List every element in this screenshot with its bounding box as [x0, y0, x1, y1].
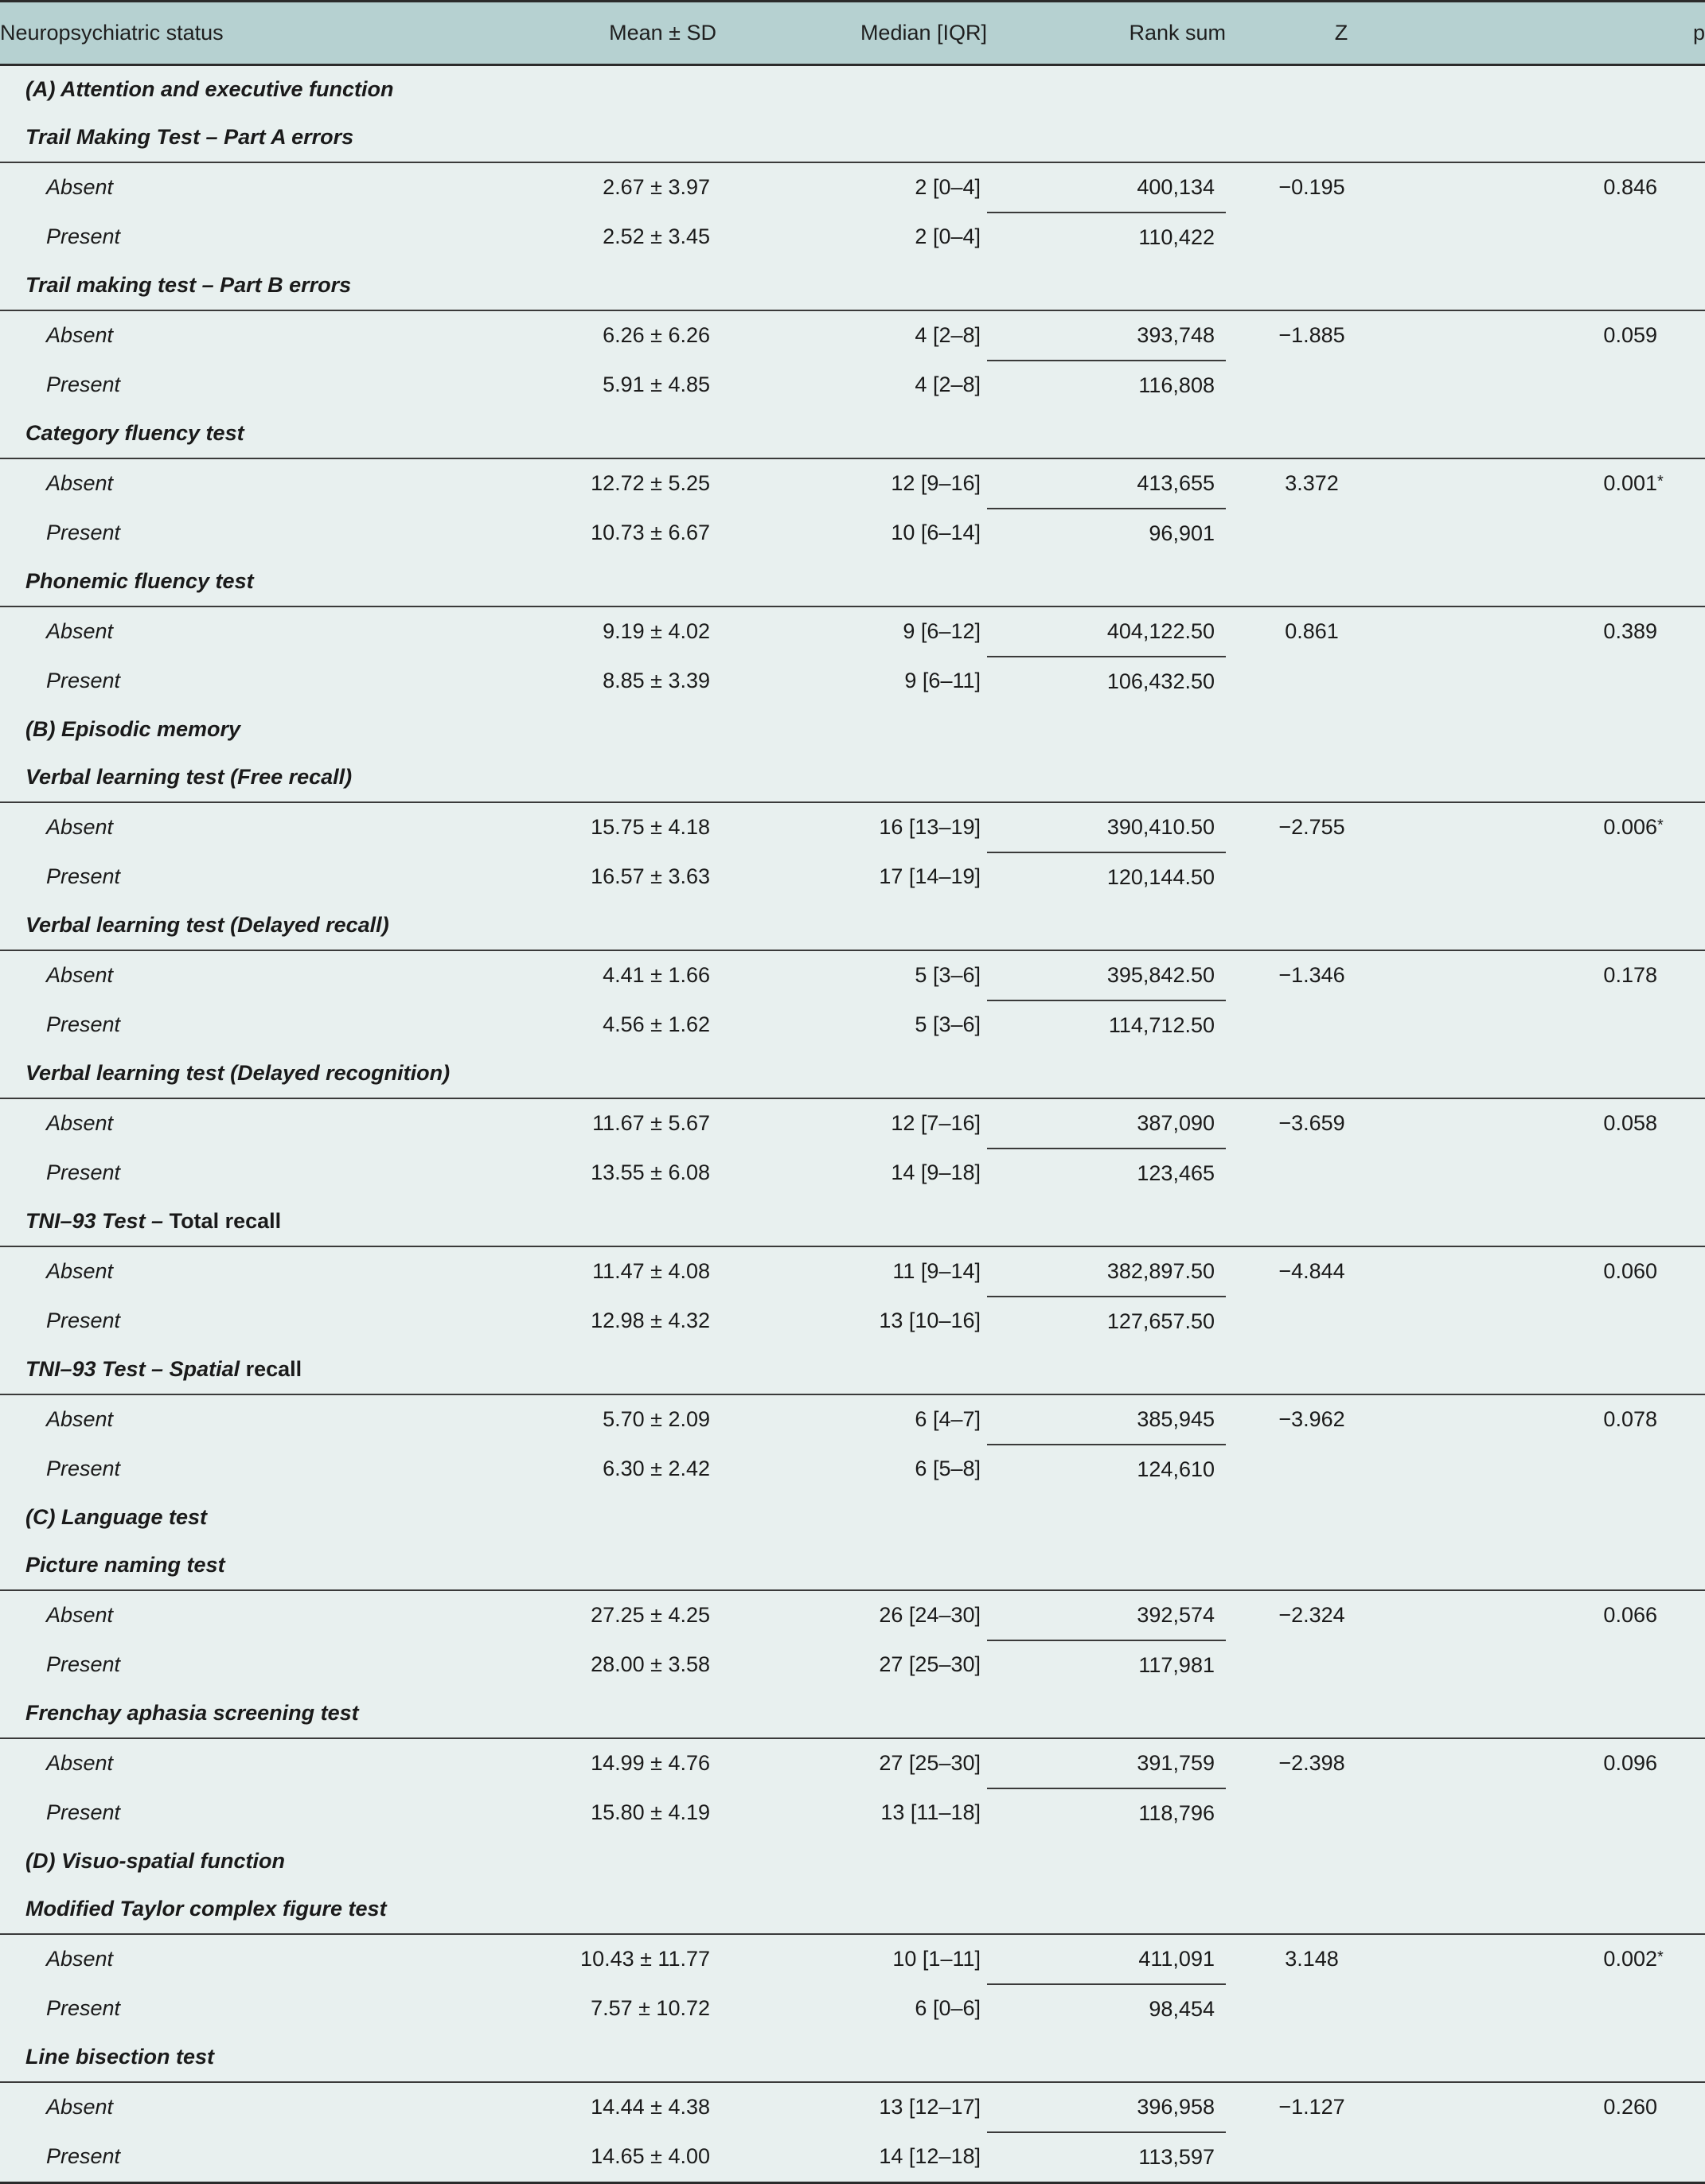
group-label: Present: [46, 1457, 121, 1481]
z-value: −3.962: [1278, 1407, 1345, 1432]
table-row-absent: [0, 2082, 1705, 2132]
z-value: −1.885: [1278, 323, 1345, 348]
rank-sum-cell: 393,748: [987, 310, 1226, 361]
group-label: Present: [46, 864, 121, 889]
table-row-present: [0, 509, 1705, 558]
test-name-text: Line bisection test: [25, 2045, 215, 2069]
median-iqr-cell: 12 [9–16]: [891, 471, 981, 496]
test-name: [0, 754, 1705, 802]
p-cell: [1457, 509, 1705, 558]
z-cell: [1226, 1394, 1457, 1445]
group-label: Present: [46, 372, 121, 397]
group-label: Absent: [46, 963, 114, 988]
rank-sum-cell: 382,897.50: [987, 1246, 1226, 1297]
section-row: [0, 706, 1705, 754]
z-cell: [1226, 1640, 1457, 1690]
rank-sum-cell: 400,134: [987, 162, 1226, 213]
p-value: 0.846: [1603, 175, 1657, 200]
test-name-text: Frenchay aphasia screening test: [25, 1701, 359, 1726]
group-label: Absent: [46, 1603, 114, 1628]
rank-sum-cell: 124,610: [1137, 1457, 1215, 1481]
p-cell: [1457, 1590, 1705, 1640]
z-value: −3.659: [1278, 1111, 1345, 1136]
mean-sd-cell: 4.41 ± 1.66: [603, 963, 710, 988]
table-row-present: [0, 1984, 1705, 2034]
mean-sd-cell: 13.55 ± 6.08: [591, 1160, 710, 1185]
z-cell: [1226, 509, 1457, 558]
test-name-text: Verbal learning test (Delayed recall): [25, 913, 389, 938]
z-cell: [1226, 1738, 1457, 1788]
rank-sum-cell: 385,945: [987, 1394, 1226, 1445]
mean-sd-cell: 14.99 ± 4.76: [591, 1751, 710, 1776]
p-cell: [1457, 2082, 1705, 2132]
test-name-row: [0, 1198, 1705, 1246]
section-row: [0, 1838, 1705, 1886]
z-cell: [1226, 361, 1457, 410]
p-cell: [1457, 1394, 1705, 1445]
group-label: Absent: [46, 1407, 114, 1432]
table-row-absent: [0, 1934, 1705, 1984]
group-label: Absent: [46, 1111, 114, 1136]
rank-sum-cell: 396,958: [987, 2082, 1226, 2132]
section-title: (B) Episodic memory: [25, 717, 241, 742]
p-value: 0.059: [1603, 323, 1657, 348]
test-name-row: [0, 1690, 1705, 1738]
table-row-present: [0, 361, 1705, 410]
z-cell: [1226, 606, 1457, 657]
test-name-row: [0, 1542, 1705, 1590]
mean-sd-cell: 10.73 ± 6.67: [591, 521, 710, 545]
significance-marker: *: [1657, 1948, 1664, 1967]
test-name: [0, 2034, 1705, 2082]
p-cell: [1457, 1149, 1705, 1198]
table-row-absent: [0, 1394, 1705, 1445]
p-cell: [1457, 213, 1705, 262]
mean-sd-cell: 7.57 ± 10.72: [591, 1996, 710, 2021]
rank-sum-cell: 118,796: [1138, 1800, 1215, 1825]
table-row-absent: [0, 1590, 1705, 1640]
median-iqr-cell: 14 [12–18]: [716, 2132, 987, 2183]
test-name: [0, 1346, 1705, 1394]
mean-sd-cell: 16.57 ± 3.63: [591, 864, 710, 889]
table-header: [0, 2, 1705, 65]
z-value: 3.148: [1285, 1947, 1339, 1971]
test-name: [0, 1690, 1705, 1738]
test-name-text: Verbal learning test (Free recall): [25, 765, 353, 790]
rank-sum-cell: 392,574: [987, 1590, 1226, 1640]
group-label: Absent: [46, 323, 114, 348]
test-name-row: [0, 558, 1705, 606]
test-name-suffix: recall: [240, 1357, 302, 1382]
p-cell: [1457, 361, 1705, 410]
table-row-present: [0, 2132, 1705, 2183]
test-name: [0, 410, 1705, 458]
group-label: Present: [46, 224, 121, 249]
column-header-z: Z: [1226, 2, 1457, 65]
rank-sum-cell: 120,144.50: [1106, 864, 1215, 889]
mean-sd-cell: 2.67 ± 3.97: [603, 175, 710, 200]
median-iqr-cell: 27 [25–30]: [879, 1751, 981, 1776]
table-row-absent: [0, 1738, 1705, 1788]
group-label: Absent: [46, 471, 114, 496]
group-label: Present: [46, 1996, 121, 2021]
table-row-absent: [0, 950, 1705, 1000]
test-name-text: Verbal learning test (Delayed recognition): [25, 1061, 451, 1086]
section-title: (A) Attention and executive function: [25, 77, 394, 102]
z-cell: [1226, 458, 1457, 509]
column-header-p: p: [1457, 2, 1705, 65]
group-label: Present: [46, 1160, 121, 1185]
table-row-absent: [0, 1246, 1705, 1297]
test-name: [0, 1886, 1705, 1934]
section-title: (D) Visuo-spatial function: [25, 1849, 285, 1874]
column-header-status: Neuropsychiatric status: [0, 2, 509, 65]
section-row: [0, 65, 1705, 115]
z-cell: [1226, 1590, 1457, 1640]
header-row: [0, 2, 1705, 65]
group-label: Absent: [46, 175, 114, 200]
rank-sum-cell: 114,712.50: [1108, 1012, 1215, 1037]
rank-sum-cell: 96,901: [1149, 521, 1215, 545]
table-row-absent: [0, 1098, 1705, 1149]
test-name-row: [0, 754, 1705, 802]
p-value: 0.178: [1603, 963, 1657, 988]
p-cell: [1457, 310, 1705, 361]
section-row: [0, 1494, 1705, 1542]
table-row-present: [0, 213, 1705, 262]
z-value: −1.346: [1278, 963, 1345, 988]
group-label: Absent: [46, 619, 114, 644]
z-value: −2.324: [1278, 1603, 1345, 1628]
table-row-absent: [0, 162, 1705, 213]
p-value: 0.006: [1603, 815, 1657, 840]
median-iqr-cell: 26 [24–30]: [879, 1603, 981, 1628]
group-label: Present: [46, 1800, 121, 1825]
p-value: 0.058: [1603, 1111, 1657, 1136]
z-cell: [1226, 1149, 1457, 1198]
median-iqr-cell: 4 [2–8]: [915, 323, 981, 348]
group-label: Absent: [46, 1751, 114, 1776]
mean-sd-cell: 12.98 ± 4.32: [591, 1308, 710, 1333]
median-iqr-cell: 6 [0–6]: [915, 1996, 981, 2021]
p-value: 0.002: [1603, 1947, 1657, 1971]
test-name: [0, 262, 1705, 310]
group-label: Present: [46, 521, 121, 545]
test-name-text: Picture naming test: [25, 1553, 225, 1578]
median-iqr-cell: 5 [3–6]: [915, 963, 981, 988]
median-iqr-cell: 13 [12–17]: [879, 2095, 981, 2120]
p-cell: [1457, 1640, 1705, 1690]
group-label: Absent: [46, 2095, 114, 2120]
z-cell: [1226, 1000, 1457, 1050]
mean-sd-cell: 14.65 ± 4.00: [509, 2132, 716, 2183]
z-value: −2.755: [1278, 815, 1345, 840]
mean-sd-cell: 5.91 ± 4.85: [603, 372, 710, 397]
p-cell: [1457, 1000, 1705, 1050]
mean-sd-cell: 8.85 ± 3.39: [603, 669, 710, 693]
column-header-rank-sum: Rank sum: [987, 2, 1226, 65]
median-iqr-cell: 14 [9–18]: [891, 1160, 981, 1185]
mean-sd-cell: 4.56 ± 1.62: [603, 1012, 710, 1037]
group-label: Present: [46, 1308, 121, 1333]
rank-sum-cell: 116,808: [1138, 372, 1215, 397]
table-row-absent: [0, 606, 1705, 657]
median-iqr-cell: 6 [4–7]: [915, 1407, 981, 1432]
median-iqr-cell: 2 [0–4]: [915, 175, 981, 200]
test-name-row: [0, 114, 1705, 162]
mean-sd-cell: 6.26 ± 6.26: [603, 323, 710, 348]
test-name-text: TNI–93 Test – Spatial: [25, 1357, 240, 1382]
p-cell: [1457, 458, 1705, 509]
p-cell: [1457, 1934, 1705, 1984]
median-iqr-cell: 10 [6–14]: [891, 521, 981, 545]
p-cell: [1457, 2132, 1705, 2183]
median-iqr-cell: 9 [6–11]: [904, 669, 981, 693]
test-name: [0, 558, 1705, 606]
test-name-row: [0, 1346, 1705, 1394]
rank-sum-cell: 106,432.50: [1106, 669, 1215, 693]
group-label: Present: [46, 669, 121, 693]
median-iqr-cell: 2 [0–4]: [915, 224, 981, 249]
mean-sd-cell: 28.00 ± 3.58: [591, 1652, 710, 1677]
mean-sd-cell: 12.72 ± 5.25: [591, 471, 710, 496]
mean-sd-cell: 15.75 ± 4.18: [591, 815, 710, 840]
z-value: −4.844: [1278, 1259, 1345, 1284]
median-iqr-cell: 27 [25–30]: [879, 1652, 981, 1677]
group-label: Present: [46, 1012, 121, 1037]
p-cell: [1457, 657, 1705, 706]
median-iqr-cell: 10 [1–11]: [892, 1947, 981, 1971]
p-cell: [1457, 162, 1705, 213]
z-cell: [1226, 1445, 1457, 1494]
p-value: 0.078: [1603, 1407, 1657, 1432]
significance-marker: *: [1657, 473, 1664, 491]
rank-sum-cell: 395,842.50: [987, 950, 1226, 1000]
z-cell: [1226, 852, 1457, 902]
p-cell: [1457, 1738, 1705, 1788]
table-row-present: [0, 852, 1705, 902]
test-name-row: [0, 1050, 1705, 1098]
group-label: Absent: [46, 1259, 114, 1284]
median-iqr-cell: 17 [14–19]: [879, 864, 981, 889]
z-value: 0.861: [1285, 619, 1339, 644]
z-cell: [1226, 2082, 1457, 2132]
test-name: [0, 1198, 1705, 1246]
test-name-row: [0, 410, 1705, 458]
test-name-row: [0, 1886, 1705, 1934]
mean-sd-cell: 9.19 ± 4.02: [603, 619, 710, 644]
z-value: −1.127: [1278, 2095, 1345, 2120]
z-cell: [1226, 1297, 1457, 1346]
z-cell: [1226, 657, 1457, 706]
test-name-row: [0, 262, 1705, 310]
median-iqr-cell: 6 [5–8]: [915, 1457, 981, 1481]
p-cell: [1457, 1445, 1705, 1494]
mean-sd-cell: 11.67 ± 5.67: [592, 1111, 710, 1136]
mean-sd-cell: 6.30 ± 2.42: [603, 1457, 710, 1481]
z-value: −0.195: [1278, 175, 1345, 200]
median-iqr-cell: 4 [2–8]: [915, 372, 981, 397]
z-value: −2.398: [1278, 1751, 1345, 1776]
median-iqr-cell: 13 [10–16]: [879, 1308, 981, 1333]
z-cell: [1226, 1246, 1457, 1297]
z-value: 3.372: [1285, 471, 1339, 496]
median-iqr-cell: 13 [11–18]: [880, 1800, 981, 1825]
table-row-present: [0, 657, 1705, 706]
test-name-suffix: Total recall: [169, 1209, 282, 1234]
p-cell: [1457, 1098, 1705, 1149]
z-cell: [1226, 162, 1457, 213]
table-row-present: [0, 1640, 1705, 1690]
p-cell: [1457, 1246, 1705, 1297]
mean-sd-cell: 11.47 ± 4.08: [592, 1259, 710, 1284]
median-iqr-cell: 5 [3–6]: [915, 1012, 981, 1037]
table-row-present: [0, 1297, 1705, 1346]
p-value: 0.060: [1603, 1259, 1657, 1284]
test-name-text: Trail making test – Part B errors: [25, 273, 352, 298]
table-body: [0, 65, 1705, 2183]
mean-sd-cell: 10.43 ± 11.77: [580, 1947, 710, 1971]
p-value: 0.260: [1603, 2095, 1657, 2120]
p-cell: [1457, 852, 1705, 902]
group-label: Present: [46, 1652, 121, 1677]
z-cell: [1226, 310, 1457, 361]
table-row-present: [0, 1149, 1705, 1198]
p-cell: [1457, 950, 1705, 1000]
z-cell: [1226, 1934, 1457, 1984]
z-cell: [1226, 1098, 1457, 1149]
mean-sd-cell: 27.25 ± 4.25: [591, 1603, 710, 1628]
p-value: 0.389: [1603, 619, 1657, 644]
p-value: 0.066: [1603, 1603, 1657, 1628]
test-name-row: [0, 2034, 1705, 2082]
p-cell: [1457, 1788, 1705, 1838]
rank-sum-cell: 404,122.50: [987, 606, 1226, 657]
test-name: [0, 1050, 1705, 1098]
p-cell: [1457, 1297, 1705, 1346]
median-iqr-cell: 16 [13–19]: [879, 815, 981, 840]
rank-sum-cell: 110,422: [1138, 224, 1215, 249]
section-title: (C) Language test: [25, 1505, 208, 1530]
z-cell: [1226, 2132, 1457, 2183]
table-row-present: [0, 1000, 1705, 1050]
rank-sum-cell: 117,981: [1138, 1652, 1215, 1677]
rank-sum-cell: 387,090: [987, 1098, 1226, 1149]
test-name-row: [0, 902, 1705, 950]
rank-sum-cell: 411,091: [987, 1934, 1226, 1984]
p-value: 0.001: [1603, 471, 1657, 496]
test-name-text: Category fluency test: [25, 421, 244, 446]
column-header-median-iqr: Median [IQR]: [716, 2, 987, 65]
table-row-present: [0, 1445, 1705, 1494]
significance-marker: *: [1657, 817, 1664, 835]
p-cell: [1457, 802, 1705, 852]
table-row-absent: [0, 802, 1705, 852]
median-iqr-cell: 12 [7–16]: [891, 1111, 981, 1136]
group-label: Absent: [46, 815, 114, 840]
test-name: [0, 902, 1705, 950]
p-cell: [1457, 606, 1705, 657]
mean-sd-cell: 14.44 ± 4.38: [591, 2095, 710, 2120]
z-cell: [1226, 802, 1457, 852]
median-iqr-cell: 9 [6–12]: [903, 619, 981, 644]
rank-sum-cell: 391,759: [987, 1738, 1226, 1788]
table-row-present: [0, 1788, 1705, 1838]
group-label: Present: [0, 2132, 509, 2183]
rank-sum-cell: 123,465: [1137, 1160, 1215, 1185]
z-cell: [1226, 213, 1457, 262]
z-cell: [1226, 950, 1457, 1000]
test-name-text: Modified Taylor complex figure test: [25, 1897, 387, 1921]
z-cell: [1226, 1984, 1457, 2034]
p-cell: [1457, 1984, 1705, 2034]
test-name-text: Trail Making Test – Part A errors: [25, 125, 354, 150]
rank-sum-cell: 390,410.50: [987, 802, 1226, 852]
rank-sum-cell: 127,657.50: [1106, 1308, 1215, 1333]
median-iqr-cell: 11 [9–14]: [892, 1259, 981, 1284]
group-label: Absent: [46, 1947, 114, 1971]
mean-sd-cell: 15.80 ± 4.19: [591, 1800, 710, 1825]
rank-sum-cell: 413,655: [987, 458, 1226, 509]
mean-sd-cell: 5.70 ± 2.09: [603, 1407, 710, 1432]
p-value: 0.096: [1603, 1751, 1657, 1776]
rank-sum-cell: 113,597: [987, 2132, 1226, 2183]
test-name: [0, 1542, 1705, 1590]
mean-sd-cell: 2.52 ± 3.45: [603, 224, 710, 249]
z-cell: [1226, 1788, 1457, 1838]
rank-sum-cell: 98,454: [1149, 1996, 1215, 2021]
table-row-absent: [0, 310, 1705, 361]
column-header-mean-sd: Mean ± SD: [509, 2, 716, 65]
test-name-text: TNI–93 Test –: [25, 1209, 170, 1234]
table-row-absent: [0, 458, 1705, 509]
test-name-text: Phonemic fluency test: [25, 569, 254, 594]
test-name: [0, 114, 1705, 162]
